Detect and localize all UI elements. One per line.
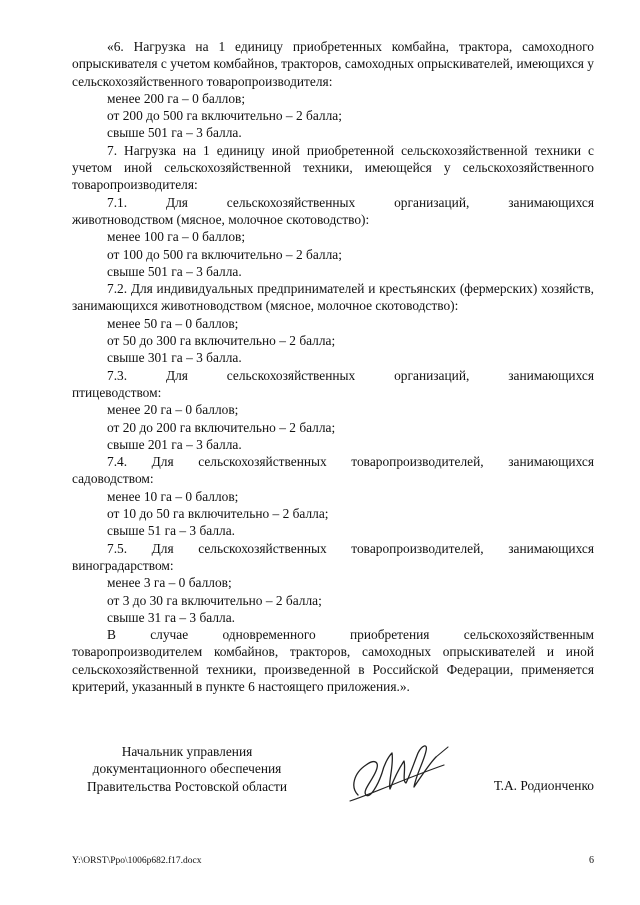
list-item: менее 10 га – 0 баллов; bbox=[107, 488, 239, 504]
list-item: от 50 до 300 га включительно – 2 балла; bbox=[107, 333, 336, 349]
paragraph-7-3-line2: птицеводством: bbox=[72, 384, 162, 400]
page-number: 6 bbox=[589, 855, 594, 866]
paragraph-7-5-line1: 7.5. Для сельскохозяйственных товаропроизводителей, занимающихся bbox=[107, 540, 594, 556]
signatory-position bbox=[72, 743, 302, 795]
position-line: документационного обеспечения bbox=[92, 761, 282, 777]
signatory-name: Т.А. Родионченко bbox=[493, 778, 594, 793]
list-item: свыше 501 га – 3 балла. bbox=[107, 125, 242, 141]
paragraph-7-4-line2: садоводством: bbox=[72, 471, 154, 487]
list-item: свыше 31 га – 3 балла. bbox=[107, 609, 236, 625]
paragraph-6-intro: «6. Нагрузка на 1 единицу приобретенных комбайна, трактора, самоходного опрыскивателя с учетом комбайнов, тракторов, самоходных опрыскивателей, имеющихся у сельскохозяйственного товаропроизводителя: bbox=[72, 39, 594, 89]
list-item: менее 3 га – 0 баллов; bbox=[107, 575, 232, 591]
list-item: от 100 до 500 га включительно – 2 балла; bbox=[107, 246, 342, 262]
list-item: от 20 до 200 га включительно – 2 балла; bbox=[107, 419, 336, 435]
list-item: от 10 до 50 га включительно – 2 балла; bbox=[107, 506, 329, 522]
list-item: менее 200 га – 0 баллов; bbox=[107, 90, 246, 106]
paragraph-7-2-intro: 7.2. Для индивидуальных предпринимателей и крестьянских (фермерских) хозяйств, занимающихся животноводством (мясное, молочное скотоводство): bbox=[72, 281, 594, 314]
list-item: свыше 201 га – 3 балла. bbox=[107, 436, 242, 452]
list-item: свыше 51 га – 3 балла. bbox=[107, 523, 236, 539]
paragraph-7-3-line1: 7.3. Для сельскохозяйственных организаций, занимающихся bbox=[107, 367, 594, 383]
paragraph-7-1-line1: 7.1. Для сельскохозяйственных организаций, занимающихся bbox=[107, 194, 594, 210]
paragraph-7-intro: 7. Нагрузка на 1 единицу иной приобретенной сельскохозяйственной техники с учетом иной сельскохозяйственной техники, имеющейся у сельскохозяйственного товаропроизводителя: bbox=[72, 142, 594, 193]
list-item: менее 50 га – 0 баллов; bbox=[107, 315, 239, 331]
list-item: от 3 до 30 га включительно – 2 балла; bbox=[107, 592, 322, 608]
paragraph-7-4-line1: 7.4. Для сельскохозяйственных товаропроизводителей, занимающихся bbox=[107, 454, 594, 470]
footer-file-path: Y:\ORST\Ppo\1006p682.f17.docx bbox=[72, 856, 202, 866]
position-line: Начальник управления bbox=[121, 744, 253, 759]
list-item: менее 20 га – 0 баллов; bbox=[107, 402, 239, 418]
closing-paragraph: В случае одновременного приобретения сельскохозяйственным товаропроизводителем комбайнов, тракторов, самоходных опрыскивателей и иной сельскохозяйственной техники, произведенной в Российской Федерации, применяется критерий, указанный в пункте 6 настоящего приложения.». bbox=[72, 627, 594, 694]
list-item: свыше 301 га – 3 балла. bbox=[107, 350, 242, 366]
list-item: от 200 до 500 га включительно – 2 балла; bbox=[107, 108, 342, 124]
signature-block bbox=[72, 743, 594, 823]
list-item: свыше 501 га – 3 балла. bbox=[107, 263, 242, 279]
document-body bbox=[72, 38, 594, 695]
paragraph-7-5-line2: виноградарством: bbox=[72, 557, 174, 573]
list-item: менее 100 га – 0 баллов; bbox=[107, 229, 246, 245]
paragraph-7-1-line2: животноводством (мясное, молочное скотоводство): bbox=[72, 211, 370, 227]
handwritten-signature bbox=[344, 735, 454, 807]
position-line: Правительства Ростовской области bbox=[86, 778, 288, 794]
